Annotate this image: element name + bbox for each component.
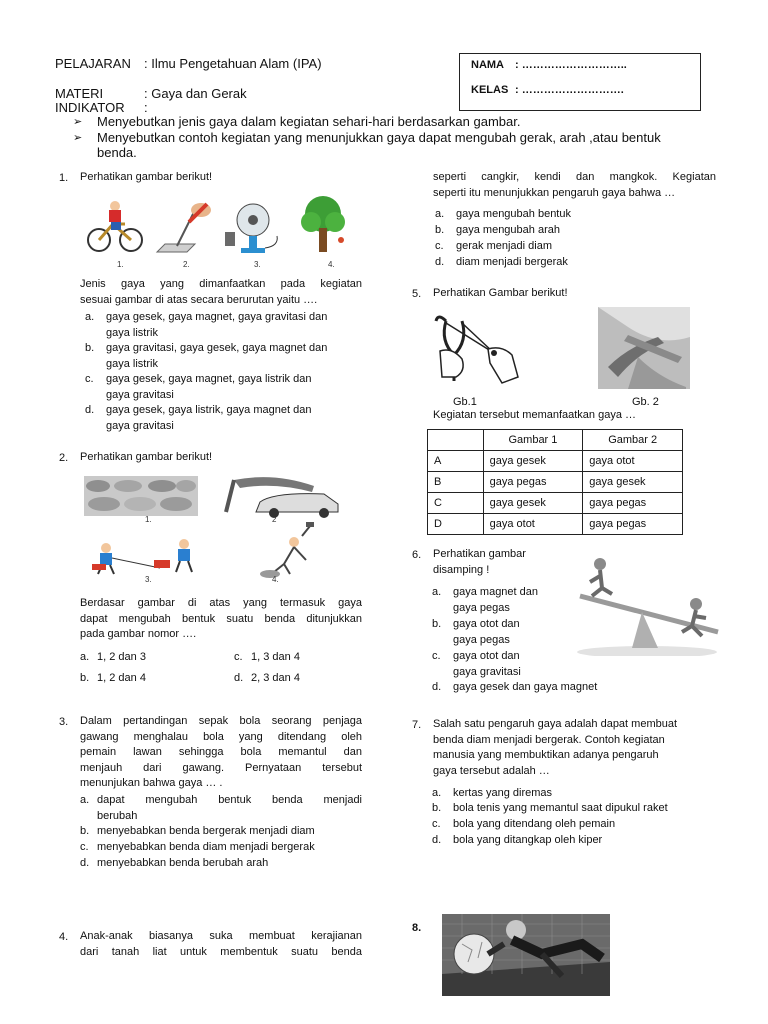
kelas-label: KELAS [471,84,509,96]
option-c[interactable]: c. gerak menjadi diam [435,240,552,252]
option-a[interactable]: a. dapat mengubah bentuk benda menjadi berubah [80,794,362,822]
option-c[interactable]: c. gaya otot dan gaya gravitasi [432,650,521,678]
question-number: 5. [412,288,422,300]
image-caption: 2. [183,260,190,269]
option-b[interactable]: b. menyebabkan benda bergerak menjadi diam [80,825,315,837]
tree-on-car-illustration [226,477,338,518]
slingshot-illustration [432,311,522,393]
question-number: 3. [59,716,69,728]
materi-value: : Gaya dan Gerak [144,86,247,101]
goalkeeper-photo [442,914,610,996]
table-cell: gaya gesek [483,451,583,472]
table-header-cell: Gambar 1 [483,430,583,451]
image-caption: 3. [254,260,261,269]
student-id-box [459,53,701,111]
question-stem-continued: seperti cangkir, kendi dan mangkok. Kegiatan seperti itu menunjukkan pengaruh gaya bahwa … [433,171,716,199]
question-stem: Berdasar gambar di atas yang termasuk gaya dapat mengubah bentuk suatu benda ditunjukkan pada gambar nomor …. [80,597,362,640]
bullet-icon: ➢ [73,132,83,144]
indikator-value: : [144,100,148,115]
hammer-person-illustration [260,522,314,578]
table-cell: gaya otot [583,451,683,472]
option-b[interactable]: b. gaya gravitasi, gaya gesek, gaya magnet dan gaya listrik [85,342,328,370]
table-cell: C [428,493,484,514]
image-caption: 1. [145,515,152,524]
option-d[interactable]: d. bola yang ditangkap oleh kiper [432,834,603,846]
table-cell: B [428,472,484,493]
nama-field[interactable]: : ……………………….. [515,59,627,71]
table-cell: gaya otot [483,514,583,535]
option-d[interactable]: d. gaya gesek, gaya listrik, gaya magnet dan gaya gravitasi [85,404,312,432]
option-b[interactable]: b. 1, 2 dan 4 [80,672,146,684]
option-b[interactable]: b. gaya mengubah arah [435,224,560,236]
seesaw-photo [572,552,722,656]
pelajaran-label: PELAJARAN [55,56,131,71]
q2-illustrations [84,472,354,584]
answer-table [427,429,683,535]
scissors-photo [598,307,690,389]
image-caption: 1. [117,260,124,269]
option-d[interactable]: d. diam menjadi bergerak [435,256,568,268]
q1-illustrations [85,196,355,258]
table-cell: gaya gesek [583,472,683,493]
table-row[interactable] [428,514,683,535]
option-d[interactable]: d. menyebabkan benda berubah arah [80,857,269,869]
image-caption: 4. [272,575,279,584]
question-stem: Kegiatan tersebut memanfaatkan gaya … [433,409,637,421]
option-d[interactable]: d. 2, 3 dan 4 [234,672,300,684]
clay-shapes-illustration [84,476,198,516]
question-number: 1. [59,172,69,184]
table-header-cell: Gambar 2 [583,430,683,451]
table-cell: D [428,514,484,535]
table-cell: gaya pegas [583,493,683,514]
option-a[interactable]: a. gaya gesek, gaya magnet, gaya gravitasi dan gaya listrik [85,311,328,339]
figure-label-2: Gb. 2 [632,396,659,408]
option-c[interactable]: c. menyebabkan benda diam menjadi bergerak [80,841,315,853]
option-b[interactable]: b. gaya otot dan gaya pegas [432,618,520,646]
option-b[interactable]: b. bola tenis yang memantul saat dipukul raket [432,802,668,814]
table-row[interactable] [428,493,683,514]
option-c[interactable]: c. 1, 3 dan 4 [234,651,300,663]
bullet-icon: ➢ [73,116,83,128]
question-prompt: Perhatikan gambar disamping ! [433,548,526,576]
option-a[interactable]: a. gaya mengubah bentuk [435,208,571,220]
indikator-item-cont: benda. [97,145,137,160]
materi-label: MATERI [55,86,104,101]
indikator-item: Menyebutkan contoh kegiatan yang menunjukkan gaya dapat mengubah gerak, arah ,atau bentuk [97,130,661,145]
question-stem: Salah satu pengaruh gaya adalah dapat membuat benda diam menjadi bergerak. Contoh kegiatan manusia yang membuktikan adanya pengaruh gaya tersebut adalah … [433,718,678,777]
indikator-label: INDIKATOR [55,100,125,115]
figure-label-1: Gb.1 [453,396,477,408]
table-row[interactable] [428,451,683,472]
question-stem: Jenis gaya yang dimanfaatkan pada kegiatan sesuai gambar di atas secara berurutan yaitu …. [80,278,362,306]
question-prompt: Perhatikan gambar berikut! [80,451,213,463]
question-number: 8. [412,922,422,934]
question-number: 7. [412,719,422,731]
table-header-row [428,430,683,451]
option-d[interactable]: d. gaya gesek dan gaya magnet [432,681,598,693]
tree-illustration [301,196,345,252]
option-a[interactable]: a. 1, 2 dan 3 [80,651,146,663]
question-number: 6. [412,549,422,561]
question-number: 4. [59,931,69,943]
table-cell: gaya pegas [483,472,583,493]
electric-fan-illustration [225,204,277,253]
image-caption: 4. [328,260,335,269]
nama-label: NAMA [471,59,504,71]
indikator-item: Menyebutkan jenis gaya dalam kegiatan sehari-hari berdasarkan gambar. [97,114,521,129]
option-a[interactable]: a. kertas yang diremas [432,787,553,799]
option-a[interactable]: a. gaya magnet dan gaya pegas [432,586,539,614]
table-header-cell [428,430,484,451]
bicycle-illustration [88,201,142,251]
question-stem: Dalam pertandingan sepak bola seorang penjaga gawang menghalau bola yang ditendang oleh pemain lawan sehingga bola memantul dan menjauh dari gawang. Pernyataan tersebut menunjukan bahwa gaya … . [80,715,362,789]
table-row[interactable] [428,472,683,493]
kids-pulling-cart-illustration [92,539,192,574]
table-cell: gaya gesek [483,493,583,514]
option-c[interactable]: c. bola yang ditendang oleh pemain [432,818,616,830]
option-c[interactable]: c. gaya gesek, gaya magnet, gaya listrik dan gaya gravitasi [85,373,312,401]
table-cell: gaya pegas [583,514,683,535]
question-number: 2. [59,452,69,464]
hand-drawing-illustration [157,203,211,252]
image-caption: 3. [145,575,152,584]
question-prompt: Perhatikan Gambar berikut! [433,287,568,299]
pelajaran-value: : Ilmu Pengetahuan Alam (IPA) [144,56,322,71]
kelas-field[interactable]: : ………………………. [515,84,624,96]
table-cell: A [428,451,484,472]
question-prompt: Perhatikan gambar berikut! [80,171,213,183]
question-stem: Anak-anak biasanya suka membuat kerajianan dari tanah liat untuk membentuk suatu benda [80,930,362,958]
image-caption: 2 [272,515,277,524]
